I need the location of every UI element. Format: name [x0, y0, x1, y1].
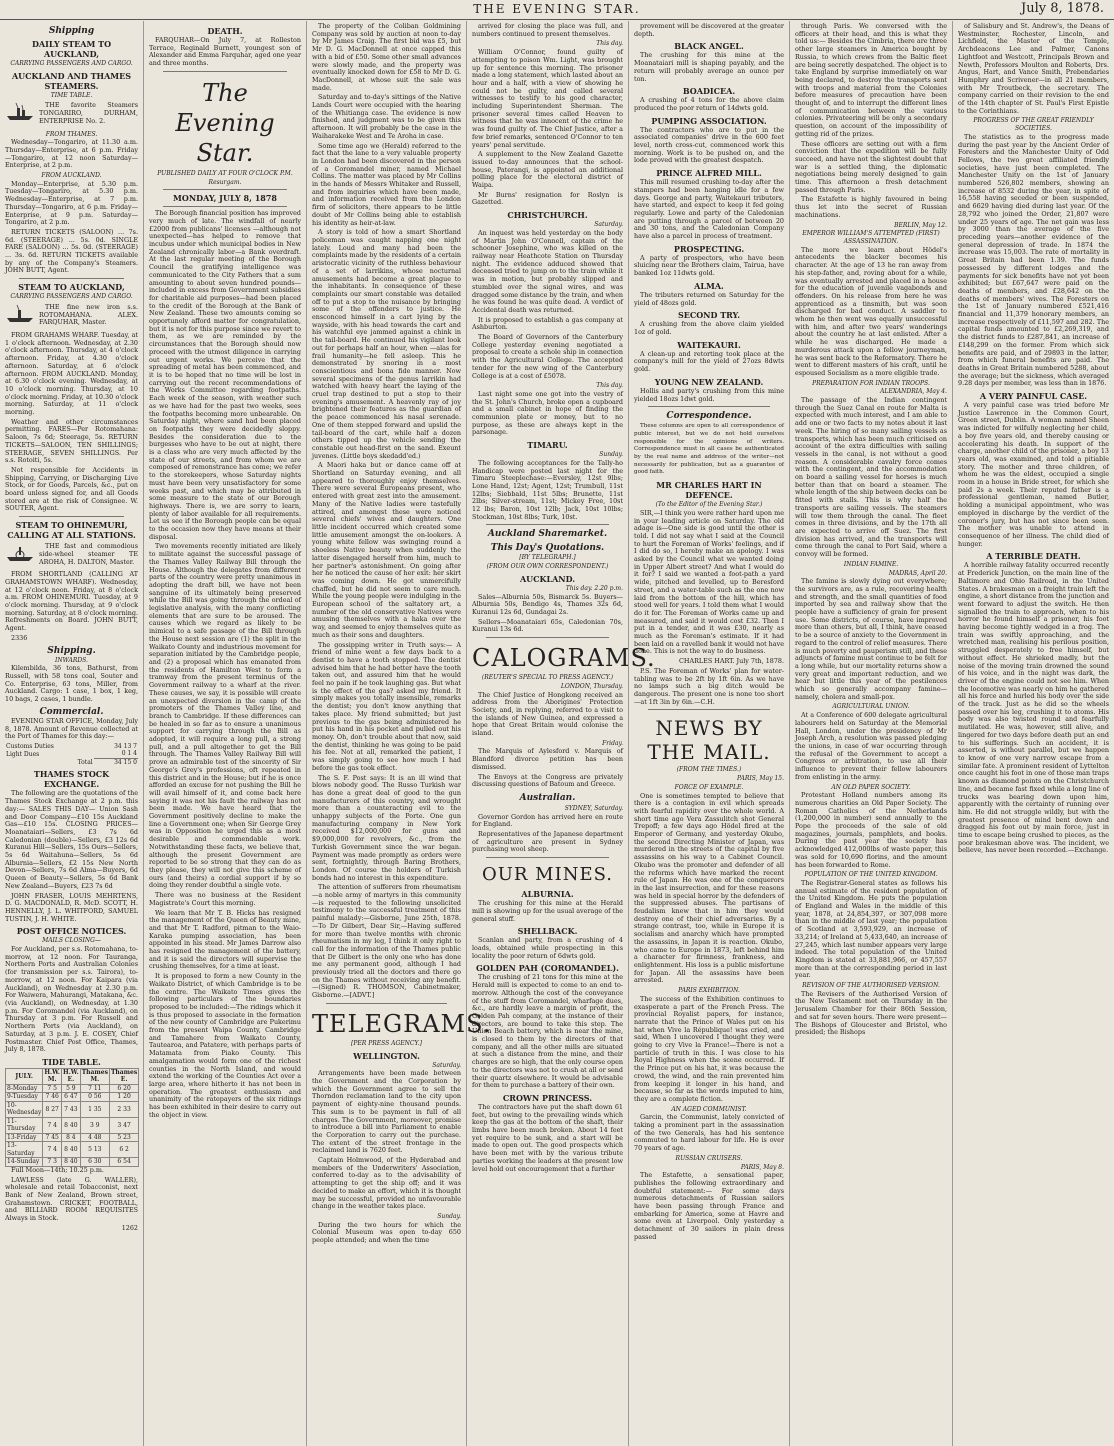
news-paragraph: Garcin, the Communist, lately convicted of taking a prominent part in the assassination of the two Generals, has had his sentence commuted to hard labour for life. He is over 70 years of age.	[634, 1113, 784, 1153]
news-paragraph: The passage of the Indian contingent through the Suez Canal en route for Malta is expected with much interest, and I am able to add one or two facts to my notes about it last week. The hiring of so many sailing vessels as transports, which has been much criticised on account of the extra difficulties with sailing vessels in the canal, is not without a good reason. A considerable cavalry force comes with the contingent, and the accommodation on board a sailing vessel for horses is much better than that on board a steamer. The whole length of the ship between decks can be fitted with stalls. This is why half the transports are sailing vessels. The steamers will tow them through the canal. The fleet comes in three divisions, and by the 17th all are expected to arrive off Suez. The first division has arrived, and the transports will come through the canal to Port Said, where a convoy will be formed.	[795, 396, 948, 559]
tide-cell: 1 20	[109, 1093, 138, 1102]
dateline: This day.	[596, 40, 623, 48]
revenue-label: Customs Duties	[6, 742, 54, 750]
tide-cell: 5 23	[109, 1133, 138, 1142]
timaru-heading: TIMARU.	[527, 440, 568, 451]
news-paragraph: The attention of sufferers from rheumatism—a noble army of martyrs in this community—is requested to the following unsolicited testimony to the successful treatment of this painful malady:—Gisborne, June 25th, 1878.—To Dr Gilbert, Dear Sir,—Having suffered for more than twelve months with chronic rheumatism in my leg, I think it only right to call for the information of the Thames public that Dr Gilbert is the only one who has done me any permanent good, although I had previously tried all the doctors and there go on the Thames without receiving any benefit.—(Signed) R. THOMSON, Cabinetmaker, Gisborne.—[ADVT.]	[312, 883, 461, 1000]
daily-steam-heading: DAILY STEAM TO AUCKLAND,	[31, 39, 112, 59]
tide-cell: 13-Friday	[6, 1133, 43, 1142]
tide-row	[6, 1133, 139, 1142]
post-office-heading: POST OFFICE NOTICES.	[16, 926, 127, 937]
dateline: This day.	[596, 382, 623, 390]
tide-cell: 3 47	[109, 1117, 138, 1133]
calograms-heading: CALOGRAMS.	[472, 644, 656, 673]
story-heading: A TERRIBLE DEATH.	[986, 551, 1081, 562]
letter-paragraph: SIR,—I think you were rather hard upon me in your leading article on Saturday. The old adage is—One side is good until the other is told. I did not say what I said at the Council to hurt the Foreman of Works' feelings, and if I did do so, I hereby make an apology. I was asked by the Council what we wanted doing in Upper Albert street? And what I would do it for? I said we wanted a foot-path a yard wide, pitched and levelled, up to Beresford street, and a water-table such as the one now laid from the bottom of the hill, which has stood well for years. I told them what I would do it for. The Foreman of Works came up and measured, and said it would cost £32. Then I put in a tender, and it was £30, nearly as much as the Foreman's estimate. If it had been laid on a ravelled bank it would not have done. This is not the way to do business.	[634, 508, 784, 656]
tide-cell: 11-Thursday	[6, 1117, 43, 1133]
correspondence-heading: Correspondence.	[666, 411, 752, 422]
tide-cell: 5 13	[80, 1142, 109, 1158]
tide-cell: 7 11	[80, 1084, 109, 1093]
story-subheading: FORCE OF EXAMPLE.	[674, 783, 744, 791]
cable-paragraph: Governor Gordon has arrived here en route for England.	[472, 812, 623, 829]
tide-cell: 4 48	[80, 1133, 109, 1142]
revenue-row	[5, 758, 138, 766]
shipping-note: Not responsible for Accidents in Shipping, Carrying, or Discharging Live Stock, or for Goods, Parcels, &c., put on board unless signed for, and all Goods stored are at the risk of Consignee. W. SOUTER, Agent.	[5, 465, 138, 513]
revenue-amount: 0 1 4	[121, 750, 137, 758]
quotations-heading: This Day's Quotations.	[490, 543, 605, 554]
telegram-paragraph: Mr Burns' resignation for Roslyn is Gazetted.	[472, 190, 623, 207]
motto: Resurgam.	[208, 178, 242, 186]
inwards-text: Kilembilda, 36 tons, Bathurst, from Russell, with 58 tons coal, Souter and Co. Enterprise, 63 tons, Miller, from Auckland. Cargo: 1 case, 1 box, 1 keg, 10 bags, 2 cases, 1 bundle.	[5, 664, 138, 704]
tide-cell: 7 46	[43, 1093, 62, 1102]
sharemarket-heading: Auckland Sharemarket.	[487, 529, 608, 540]
divider	[163, 206, 287, 207]
news-paragraph: of Salisbury and St. Andrew's, the Deans of Westminster, Rochester, Lincoln, and Lichfield, the Master of the Temple, Archdeacons Lee and Palmer, Canons Lightfoot and Westcott, Principals Brown and Newth, Professors Moulton and Roberts, Drs. Angus, Hart, and Vance Smith, Prebendaries Humphry and Scrivener—in all 21 members, with Mr Troutbeck, the secretary. The company carried on their revision to the end of the 14th chapter of St. Paul's First Epistle to the Corinthians.	[958, 22, 1109, 115]
leader-paragraph: We learn that Mr T. B. Hicks has resigned the management of the Queen of Beauty mine, and that Mr T. Radford, pitman to the Waio-Karaka pumping association, has been appointed in his stead. Mr James Darrow also has resigned the management of the battery, and it is said the directors will supervise the crushing themselves, for a time at least.	[149, 908, 301, 971]
story-subheading: INDIAN FAMINE.	[843, 560, 899, 568]
tide-header: Thames M.	[81, 1068, 108, 1084]
inwards-subheading: INWARDS.	[55, 656, 88, 664]
column-4	[466, 21, 656, 1446]
tide-cell: 6 2	[109, 1142, 138, 1158]
shipping-heading-2: Shipping.	[47, 645, 96, 656]
tide-table	[5, 1068, 139, 1167]
mine-heading: GOLDEN PAH (COROMANDEL).	[476, 963, 619, 974]
tide-cell: 8 27	[43, 1101, 62, 1117]
mine-paragraph: provement will be discovered at the greater depth.	[634, 22, 784, 38]
to-editor-line: (To the Editor of the Evening Star.)	[655, 501, 763, 509]
brokers: JOHN FRASER, LOUIS MEHRTENS, D. G. MACDONALD, R. McD. SCOTT, H. HENNELLY, J. L. WHITFORD, SAMUEL TUSTIN, J. H. WHITE.	[5, 891, 138, 923]
our-mines-heading: OUR MINES.	[481, 864, 614, 886]
letter-signature: CHARLES HART. July 7th, 1878.	[679, 657, 784, 666]
tide-header: JULY.	[6, 1068, 43, 1084]
wellington-heading: WELLINGTON.	[353, 1050, 420, 1061]
mine-paragraph: This mill resumed crushing to-day after the stampers had been hanging idle for a few days. George and party, Waitekauri tributers, have started, and expect to keep it fed going regularly. Lowe and party of the Caledonian are putting through a parcel of between 20 and 30 tons, and the Caledonian Company have also a parcel in process of treatment.	[634, 178, 784, 241]
tide-cell: 6 30	[80, 1158, 109, 1167]
mine-heading: WAITEKAURI.	[677, 339, 741, 350]
leader-paragraph: Two movements recently initiated are likely to militate against the successful passage of the Thames Valley Railway Bill through the House. Although the delegates from different parts of the country were pretty unanimous in adopting the draft bill, we have not been sanguine of its ultimately being preserved while the Bill was going through the ordeal of legislative analysis, with the many conflicting elements that are sure to be aroused. The causes which we regard as likely to be inimical to a safe passage of the Bill through the House next session are (1) the split in the Waikato County and industrious movement for separation initiated by the Cambridge people, and (2) a proposal which has emanated from the residents of Hamilton West to form a tramway from the present terminus of the Government railway to a wharf at the river. These causes, we say, it is possible will create an unexpected diversion in the camp of the promoters of the Thames Valley line, and branch to Cambridge. If these differences can be healed in so far as to ensure a unanimous support for carrying through the Bill as adopted, it will require a long pull, a strong pull, and a pull altogether to get the Bill through. The Thames Valley Railway Bill will prove an admirable test of the sincerity of Sir George's Grey's professions, oft repeated in this district and in the House; but if he is once afforded an excuse for not pushing the Bill he will avail himself of it, and come back here saying it was not his fault the railway has not been made. We have heard that the Government positively decline to make the line a Government one; when Sir George Grey was in Opposition he urged this as a most desirable and commendable work. Notwithstanding these facts, we believe that, although the present Government are reported to be so strong that they can do as they please, they will not give this scheme of ours (and theirs) a cordial support if by so doing they render doubtful a single vote.	[149, 542, 301, 890]
mails-closing-subheading: MAILS CLOSING—	[42, 937, 101, 945]
share-sales: Sales—Alburnia 50s, Bismarck 5s. Buyers—Alburnia 50s, Bendigo 4s, Thames 32s 6d, Kuranui 12s 6d, Gundagai 2s.	[472, 592, 623, 616]
steamship-icon	[5, 304, 35, 324]
tide-row	[6, 1117, 139, 1133]
tide-table-heading: TIDE TABLE.	[42, 1056, 101, 1067]
from-auckland-subheading: FROM AUCKLAND.	[41, 172, 102, 180]
divider	[163, 189, 287, 190]
story-subheading: POPULATION OF THE UNITED KINGDOM.	[804, 871, 938, 879]
mine-heading: PRINCE ALFRED MILL.	[656, 168, 762, 179]
steamer-ad	[5, 102, 138, 127]
leader-paragraph: The Borough financial position has improved very much of late. The windfall of nearly £2000 from publicans' licenses —although not unexpected—has helped to remove that incubus under which municipal bodies in New Zealand chronically labor—a Bank overdraft. At the last regular meeting of the Borough Council the gratifying intelligence was communicated to the City Fathers that a sum amounting to about seven hundred pounds—included in excess from Government subsidies for charitable aid purposes—had been placed to the credit of the Borough at the Bank of New Zealand. These two amounts coming so opportunely afford matter for congratulation, but it is not for this purpose since we revert to them, as we are reminded by the circumstances that the Borough should now proceed with the utmost diligence in carrying out urgent works. We perceive that the spreading of metal has been commenced, and it is to be hoped that no time will be lost in carrying out the recent recommendations of the Works Committee regarding footpaths. Each week of the season, with weather such as we have had for the past two weeks, sees the footpaths becoming more unbearable. On Saturday night, where sand had been placed on footpaths they were decidedly sloppy. Besides the consideration due to the burgesses who have to be out at night, there is a class who are very much affected by the state of our streets, and from whom we are composed of remonstrance has come; we refer to the storekeepers, whose Saturday nights must have been very unsatisfactory for some weeks past, and which may be attributed in some measure to the state of our Borough highways. There is, we are sorry to learn, plenty of labor available for all requirements. Let us see if the Borough people can be equal to the occasion now they have means at their disposal.	[149, 209, 301, 541]
telegram-paragraph: The following acceptances for the Tally-ho Handicap were posted last night for the Timaru Steeplechase:—Eversley, 12st 9lbs; Lone Hand, 12st; Agent, 12st; Trumbull, 11st 12lbs; Siebbald, 11st 5lbs; Brunette, 11st 2lbs; Silver-stream, 11st; Mickey Free, 10st 12 lbs; Baron, 10st 12lb; Jack, 10st 10lbs; Stockman, 10st 8lbs; Turk, 10st.	[472, 458, 623, 521]
mine-paragraph: The tributers returned on Saturday for the yield of 48ozs gold.	[634, 290, 784, 307]
telegram-paragraph: Arrangements have been made between the Government and the Corporation by which the Government agree to sell the Thorndon reclamation land to the city upon payment of eighty-nine thousand pounds. This sum is to be payment in full of all charges. The Government, moreover, promise to introduce a bill into Parliament to enable the Corporation to carry out the purchase. The extent of the street frontage in the reclaimed land is 7620 feet.	[312, 1069, 461, 1155]
tide-cell: 6 20	[109, 1084, 138, 1093]
carrying-subheading-2: CARRYING PASSENGERS AND CARGO.	[10, 293, 133, 301]
revenue-table	[5, 743, 138, 767]
paddle-steamer-icon	[5, 543, 35, 563]
tide-body	[6, 1084, 139, 1166]
paper-title: The Evening Star.	[175, 78, 275, 167]
tide-cell: 8-Monday	[6, 1084, 43, 1093]
story-subheading: PREPARATION FOR INDIAN TROOPS.	[812, 379, 930, 387]
tide-cell: 7 4	[43, 1117, 62, 1133]
cable-paragraph: The Marquis of Aylesford v. Marquis of Blandford divorce petition has been dismissed.	[472, 747, 623, 771]
telegram-paragraph: William O'Connor, found guilty of attempting to poison Wm. Light, was brought up for sentence this morning. The prisoner made a long statement, which lasted about an hour and a half, with a view of showing he could not be guilty, and called several witnesses to testify to his good character, including Superintendent Sherman. The prisoner several times called Heaven to witness that he was innocent of the crime he was found guilty of. The Chief Justice, after a few brief remarks, sentenced O'Connor to ten years' penal servitude.	[472, 48, 623, 149]
column-1	[0, 21, 143, 1446]
dateline: PARIS, May 8.	[740, 1163, 784, 1171]
mine-paragraph: The crushing for this mine at the Herald mill is showing up for the usual average of the general stuff.	[472, 899, 623, 923]
mine-paragraph: The crushing of 21 tons for this mine at the Herald mill is expected to come to an end to-morrow. Although the cost of the conveyance of the stuff from Coromandel, wharfage dues, &c., are hardly leave a margin of profit, the Golden Pah company, at the instance of their directors, are bound to take this step. The Union Beach battery, which is near the mine, is closed to them by the directors of that company, and all the other mills are situated at such a distance from the mine, and their charges are so high, that the only course open to the directors was not to crush at all or send their quartz elsewhere. It would be advisable for them to purchase a battery of their own.	[472, 973, 623, 1090]
divider	[648, 406, 770, 407]
ad-ref-1262: 1262	[121, 1223, 138, 1232]
tide-cell: 9-Tuesday	[6, 1093, 43, 1102]
aroha-times: FROM SHORTLAND (CALLING AT GRAHAMSTOWN WHARF). Wednesday, at 12 o'clock noon. Friday, at 8 o'clock a.m. FROM OHINEMURI. Tuesday, at 9 o'clock morning. Thursday, at 9 o'clock morning. Saturday, at 8 o'clock morning. Refreshments on Board. JOHN BUTT, Agent.	[5, 570, 138, 633]
masthead-title: THE EVENING STAR.	[473, 2, 641, 16]
auckland-times: Monday—Enterprise, at 5.30 p.m. Tuesday—Tongariro, at 5.30 p.m. Wednesday—Enterprise, at 7 p.m. Thursday—Tongariro, at 6 p.m. Friday—Enterprise, at 9 p.m. Saturday—Tongariro, at 2 p.m.	[5, 179, 138, 227]
news-paragraph: The statistics as to the progress made during the past year by the Ancient Order of Foresters and the Manchester Unity of Odd Fellows, the two great affiliated friendly societies, have just been completed. The Manchester Unity on the 1st of January numbered 526,802 members, showing an increase of 8532 during the year, in spite of 16,558 having seceded or been suspended, and 6629 having died during last year. Of the 28,792 who joined the Order, 21,807 were under 25 years of age. The net gain was less by 3000 than the average of the five preceding years—another evidence of the general depression of trade. In 1874 the increase was 15,003. The rate of mortality in Great Britain had been 1.39. The funds possessed by different lodges and the payments for sick benefits have not yet been exhibited; but £67,647 were paid on the deaths of members, and £28,642 on the deaths of members' wives. The Foresters on the 1st of January numbered £521,416 financial and 11,379 honorary members, an increase respectively of £11,597 and 282. The capital funds amounted to £2,269,319, and the district funds to £287,841, an increase of £148,299 on the former. From which sick benefits are paid, and of 29893 in the latter, from which funeral benefits are paid. The deaths in Great Britain numbered 5288, about the average; but the sickness, which averaged 9.28 days per member, was less than in 1876.	[958, 132, 1109, 388]
masthead-date: July 8, 1878.	[1021, 1, 1104, 16]
dateline: Friday.	[602, 739, 623, 747]
dateline: PARIS, May 15.	[737, 775, 784, 783]
telegram-paragraph: Captain Holmwood, of the Hyderabad and members of the Underwriters' Association, conferred to-day as to the advisability of attempting to get the ship off; and it was decided to make an effort, which it is thought may be successful, provided no unfavourable change in the weather takes place.	[312, 1156, 461, 1211]
tide-row	[6, 1142, 139, 1158]
story-subheading: REVISION OF THE AUTHORISED VERSION.	[802, 982, 940, 990]
death-heading: DEATH.	[207, 26, 243, 36]
tide-row	[6, 1093, 139, 1102]
news-paragraph: The Estafette is highly favoured in being thus let into the secret of Russian machinations.	[795, 195, 947, 219]
from-thames-subheading: FROM THAMES.	[45, 130, 98, 138]
news-paragraph: The gossipping writer in Truth says:— A friend of mine went a few days back to a dentist to have a tooth stopped. The dentist advised him that he had better have the tooth taken out, and assured him that he would feel no pain if he took laughing gas. But what is the effect of the gas? asked my friend. It simply makes you totally insensible, remarks the dentist; you don't know anything that takes place. My friend submitted; but just previous to the gas being administered he put his hand in his pocket and pulled out his money. Oh, don't trouble about that now, said the dentist, thinking he was going to be paid his fee. Not at all, remarked the patient, I was simply going to see how much I had before the gas took effect.	[312, 640, 461, 772]
ad-ref-2336: 2336	[11, 633, 28, 642]
tide-cell: 7 4	[43, 1142, 62, 1158]
divider	[19, 278, 124, 279]
published-line: PUBLISHED DAILY AT FOUR O'CLOCK P.M.	[157, 169, 293, 177]
from-times-line: (FROM THE TIMES.)	[676, 766, 742, 774]
ohinemuri-heading: STEAM TO OHINEMURI, CALLING AT ALL STATIONS.	[7, 520, 136, 541]
dateline: SYDNEY, Saturday.	[564, 804, 623, 812]
share-sellers: Sellers—Moanataiari 65s, Caledonian 70s, Kuranui 13s 6d.	[472, 617, 623, 634]
news-paragraph: The Registrar-General states as follows his annual estimate of the resident population of the United Kingdom. He puts the population of England and Wales in the middle of this year, 1878, at 24,854,397, or 307,098 more than in the middle of last year; the population of Scotland at 3,593,929, an increase of 33,214; of Ireland at 5,433,640, an increase of 27,245, which last number appears very large indeed. The total population of the United Kingdom is stated at 33,881,966, or 457,557 more than at the corresponding period in last year.	[795, 878, 947, 980]
divider	[486, 857, 609, 858]
leader-paragraph: There was no business at the Resident Magistrate's Court this morning.	[149, 891, 301, 907]
story-subheading: RUSSIAN CRUISERS.	[675, 1154, 743, 1162]
letter-paragraph: P.S. The Foreman of Works' plan for water-tabling was to be 2ft by 1ft 6in. As we have no lamps such a big ditch would be dangerous. The present one is none too short—at 1ft 3in by 6in.—C.H.	[634, 666, 784, 706]
telegram-paragraph: It is proposed to establish a gas company at Ashburton.	[472, 315, 623, 332]
telegram-paragraph: A supplement to the New Zealand Gazette issued to-day announces that the school-house, Paterangi, is appointed an additional polling place for the electoral district of Waipa.	[472, 150, 623, 190]
letter-heading: MR CHARLES HART IN DEFENCE.	[656, 480, 762, 501]
column-2	[143, 21, 306, 1446]
rotomahana-ad-text: THE fine new iron s.s. ROTOMAHANA. ALEX. FARQUHAR, Master.	[39, 302, 138, 327]
tide-header-row	[6, 1068, 139, 1084]
story-subheading: PROGRESS OF THE GREAT FRIENDLY SOCIETIES.	[973, 117, 1094, 133]
fares: Weather and other circumstances permitting. FARES—Per Rotomahana: Saloon, 7s 6d; Steerage, 5s. RETURN TICKETS—SALOON, TEN SHILLINGS; STEERAGE, SEVEN SHILLINGS. Per s.s. Rotoiti, 5s.	[5, 417, 138, 465]
news-paragraph: The success of the Exhibition continues to exasperate a part of the French Press. The provincial Royalist papers, for instance, narrate that the Prince of Wales put on his hat when Vive la République! was cried, and said, When I uncovered I thought they were going to cry Vive la France!—There is not a particle of truth in this. I was close to his Royal Highness when the scene occurred. If the Prince put on his hat, it was because the crowd, the wind, and the rain prevented him from keeping it longer in his hand, and because, so far as the words imputed to him, they are a complete fiction.	[634, 994, 784, 1103]
tide-cell: 7 45	[43, 1133, 62, 1142]
auckland-heading: AUCKLAND.	[519, 573, 576, 584]
dateline: Saturday.	[432, 1061, 461, 1069]
telegram-paragraph: During the two hours for which the Colonial Museum was open to-day 650 people attended; and when the time	[312, 1220, 461, 1245]
column-7	[952, 21, 1114, 1446]
lawless-ad: LAWLESS (late G. WALLER), wholesale and retail Tobacconist, next Bank of New Zealand, Brown street, Grahamstown. CRICKET, FOOTBALL, and BILLIARD ROOM REQUISITES Always in Stock.	[5, 1175, 138, 1223]
post-text: For Auckland, per s.s. Rotomahana, to-morrow, at 12 noon. For Tauranga, Northern Ports and Australian Colonies (for transmission per s.s. Tairora), to-morrow, at 12 noon. For Kaipara (via Auckland), on Wednesday at 2.30 p.m. For Waiwera, Mahurangi, Matakana, &c. (via Auckland), on Wednesday, at 1.30 p.m. For Coromandel (via Auckland), on Thursday at 3 p.m. For Russell and Northern Ports (via Auckland), on Saturday, at 3 p.m. J. E. COSEY, Chief Postmaster. Chief Post Office, Thames, July 8, 1878.	[5, 945, 138, 1054]
australian-heading: Australian.	[519, 792, 576, 803]
stock-exchange-heading: THAMES STOCK EXCHANGE.	[33, 769, 110, 790]
tide-header: H.W. E.	[63, 1068, 79, 1084]
news-paragraph: Some time ago we (Herald) referred to the fact that the lane to a very valuable property in London had been discovered in the person of a Coromandel miner, named Michael Collins. The matter was placed by Mr Collins in the hands of Messrs Whitaker and Russell, and from inquiries which have been made, and information received from the London firm of solicitors, there appears to be little doubt of Mr Collins being able to establish his identity as heir-at-law.	[312, 141, 461, 227]
tide-cell: 8 4	[62, 1133, 81, 1142]
tide-header: H.W. M.	[44, 1068, 61, 1084]
rotomahana-ad	[5, 304, 138, 329]
tide-cell: 1 35	[80, 1101, 109, 1117]
tide-cell: 7 3	[43, 1158, 62, 1167]
story-heading: A VERY PAINFUL CASE.	[979, 391, 1088, 402]
news-paragraph: The famine is slowly dying out everywhere; the survivors are, as a rule, recovering health and strength, and the small quantities of food imported by sea and railway show that the people have a sufficiency of grain for present use. Some districts, of course, have improved more than others, but all, I think, have ceased to be a source of anxiety to the Government in regard to the control of relief measures. There is much poverty and pauperism still, and these adjuncts of famine must continue to be felt for a long while, but our mortality returns show a very great and important reduction, and we hear but little this year of the pestilences which so generally accompany famine—namely, cholera and small-pox.	[795, 577, 947, 701]
divider	[486, 524, 609, 525]
full-moon: Full Moon—14th; 10.25 p.m.	[11, 1165, 104, 1174]
mine-heading: CROWN PRINCESS.	[502, 1092, 593, 1103]
aroha-ad-text: THE fast and commodious side-wheel steamer TE AROHA, H. DALTON, Master.	[39, 542, 138, 566]
mine-heading: YOUNG NEW ZEALAND.	[654, 376, 764, 387]
shipping-heading: Shipping	[48, 26, 95, 36]
telegram-paragraph: An inquest was held yesterday on the body of Martin John O'Connell, captain of the schooner Josephine, who was killed on the railway near Heathcote Station on Thursday night. The evidence adduced showed that deceased tried to jump on to the train while it was in motion, but probably slipped and stumbled over the signal wires, and was dragged some distance by the train, and when he was found he was quite dead. A verdict of Accidental death was returned.	[472, 228, 623, 314]
divider	[163, 71, 287, 72]
dateline: Sunday.	[437, 1212, 461, 1220]
story-subheading: AN AGED COMMUNIST.	[671, 1105, 747, 1113]
mine-heading: PROSPECTING.	[673, 243, 745, 254]
news-paragraph: The Estafette, a sensational paper, publishes the following extraordinary and doubtful statement:— For some days numerous detachments of Russian sailors have been passing through France and embarking for America, some at Havre and some even at Liverpool. Only yesterday a detachment of 30 sailors in plain dress passed	[634, 1171, 784, 1241]
tide-cell: 7 5	[43, 1084, 62, 1093]
stock-text: The following are the quotations of the Thames Stock Exchange at 2 p.m. this day:— SALES THIS DAY— Union Sash and Door Company—£10 15s Auckland Gas—£10 15s. CLOSING PRICES— Moanataiari—Sellers, £3 7s 6d Caledonian (double)—Sellers, £3 12s 6d Kuranui Hill—Sellers, 15s Ours—Sellers, 5s 6d Waitahuna—Sellers, 5s 6d Alburnia—Sellers, £2 15s New North Devon—Sellers, 7s 6d Alma—Buyers, 6d Queen of Beauty—Sellers, 5s 6d Bank New Zealand—Buyers, £23 7s 6d	[5, 789, 138, 890]
mine-paragraph: The crushing for this mine at the Moanataiari mill is shaping payably, and the return will probably average an ounce per ton.	[634, 51, 784, 83]
dateline: Sunday.	[599, 451, 623, 459]
thames-times: Wednesday—Tongariro, at 11.30 a.m. Thursday—Enterprise, at 6 p.m. Friday—Tongariro, at 12 noon Saturday—Enterprise, at 2 p.m.	[5, 138, 138, 170]
dateline: MADRAS, April 20.	[888, 569, 947, 577]
news-paragraph: At a Conference of 600 delegate agricultural labourers held on Saturday at the Memorial Hall, London, under the presidency of Mr Joseph Arch, a resolution was passed pledging the unions, in case of war occurring through the refusal of the Government to accept a Congress or arbitration, to use all their influence to prevent their fellow labourers from enlisting in the army.	[795, 711, 947, 781]
rotomahana-times: FROM GRAHAMS WHARF. Tuesday, at 1 o'clock afternoon. Wednesday, at 2.30 o'clock afternoon. Thursday, at 4 o'clock afternoon. Friday, at 4.30 o'clock afternoon. Saturday, at 6 o'clock afternoon. FROM AUCKLAND. Monday, at 6.30 o'clock evening. Wednesday, at 10 o'clock morning. Thursday, at 10 o'clock morning. Friday, at 10.30 o'clock morning. Saturday, at 11 o'clock morning.	[5, 330, 138, 417]
mine-heading: SHELLBACK.	[517, 926, 578, 937]
revenue-label: Total	[77, 758, 93, 766]
mine-heading: BOADICEA.	[682, 86, 736, 97]
mine-paragraph: A clean-up and retorting took place at the company's mill for the yield of 27ozs 8dwts gold.	[634, 349, 784, 374]
news-paragraph: These officers are setting out with a firm conviction that the expedition will be fully succeed, and have not the slightest doubt that war is a settled thing, the diplomatic negotiations being merely designed to gain time. This afternoon a fresh detachment passed through Paris.	[795, 139, 947, 194]
tide-cell: 2 33	[109, 1101, 138, 1117]
news-paragraph: The more we learn about Hödel's antecedents the blacker becomes his character. At the age of 13 he ran away from his step-father, and, roving about for a while, was eventually arrested and placed in a house for the education of juvenile vagabonds and offenders. On his release from here he was apprenticed as a tinsmith, but was soon discharged for bad conduct. A saddler to whom he then went was equally unsuccessful with him, and after two years' wanderings about the country he at last enlisted. After a while he was discharged. He made a murderous attack upon a fellow journeyman, he was sent back to the Reformatory. There he went to different masters of his craft, until he espoused Socialism as a more eligible trade.	[795, 245, 947, 377]
mine-heading: BLACK ANGEL.	[674, 41, 744, 52]
mine-paragraph: A crushing from the above claim yielded 1oz of gold.	[634, 320, 784, 336]
carrying-subheading: CARRYING PASSENGERS AND CARGO.	[10, 60, 133, 67]
story-subheading: AN OLD PAPER SOCIETY.	[831, 783, 911, 791]
telegram-paragraph: The Board of Governors of the Canterbury College yesterday evening negotiated a proposal to create a schole ship in connection with the Agricultural College. The accepted tender for the new wing of the Canterbury College is at a cost of £5078.	[472, 333, 623, 380]
leader-paragraph: It is proposed to form a new County in the Waikato District, of which Cambridge is to be the centre. The Waikato Times gives the following particulars of the boundaries proposed to be included:—The ridings which it is thus proposed to associate in the formation of the new county of Cambridge are Pukerimu from the present Waipa County, Cambridge and Tamahere from Waikato County, Tautearoa, and Patatere, with perhaps parts of Matamata from Piako County. This amalgamation would form one of the richest counties in the North Island, and would extend the working of the Counties Act over a large area, where hitherto it has not been in operation. The greatest enthusiasm and unanimity of the ratepayers of the six ridings has been exhibited in their desire to carry out the object in view.	[149, 972, 301, 1119]
death-notice: FARQUHAR—On July 7, at Rolleston Terrace, Reginald Burnett, youngest son of Alexander and Emma Farquhar, aged one year and three months.	[149, 36, 301, 68]
mine-paragraph: The contractors who are to put in the associated companies' drive in the 600 feet level, north cross-cut, commenced work this morning. Work is to be pushed on, and the lode proved with the greatest despatch.	[634, 125, 784, 165]
mine-heading: PUMPING ASSOCIATION.	[651, 115, 767, 126]
tide-cell: 13-Saturday	[6, 1142, 43, 1158]
column-3	[306, 21, 492, 1446]
telegrams-heading: TELEGRAMS.	[312, 1009, 492, 1038]
tide-cell: 10-Wednesday	[7, 1101, 42, 1117]
commercial-heading: Commercial.	[39, 706, 104, 717]
divider	[486, 637, 609, 638]
commercial-text: EVENING STAR OFFICE, Monday, July 8, 1878. Amount of Revenue collected at the Port of Thames for this day:—	[5, 716, 138, 741]
revenue-amount: 34 13 7	[114, 742, 137, 750]
news-by-mail-heading: NEWS BY THE MAIL.	[647, 716, 771, 765]
dateline: This day. 2.20 p.m.	[565, 584, 623, 592]
news-paragraph: A horrible railway fatality occurred recently at Frederick Junction, on the main line of the Baltimore and Ohio Railroad, in the United States. A brakesman on a freight train left the engine, a short distance from the junction and went forward to adjust the switch. He then signalled the train to approach, when to his horror he found himself a prisoner, his foot having become tightly wedged in a frog. The train was swiftly approaching, and the wretched man, realising his perilous position, struggled desperately to free himself, but without effect. He shrieked madly, but the noise of the moving train drowned the sound of his voice, and in the night was dark, the driver of the engine could not see him. When the locomotive was nearly on him he gathered all his force and hurled his body over the side of the track. Just as he did so the wheels passed over his leg, crushing it to atoms. His body was also twisted round and fearfully mutilated. He was, however, still alive, and lingered for two days before death put an end to his sufferings. Such an accident, it is asserted, is without parallel, but we happen to know of one very narrow escape from a similar fate. A prominent resident of Lyttelton once caught his foot in one of those man traps known as diamond points on the Christchurch line, and became fast fixed while a long line of trucks was bearing down upon him, apparently with the certainty of running over him. He did not struggle wildly, but with the greatest presence of mind bent down and dragged his foot out by main force, just in time to escape being crushed to pieces, as the poor brakesman above was. The incident, we believe, has never been recorded.—Exchange.	[958, 561, 1109, 855]
reuters-line: (REUTER'S SPECIAL TO PRESS AGENCY.)	[481, 674, 614, 682]
story-subheading: PARIS EXHIBITION.	[678, 987, 740, 995]
cable-paragraph: The Chief Justice of Hongkong received an address from the Aborigines' Protection Society, and, in replying, referred to a visit to the islands of New Guinea, and expressed a hope that Great Britain would colonise the island.	[472, 690, 623, 738]
dateline: BERLIN, May 12.	[894, 221, 947, 229]
tide-row	[6, 1101, 139, 1117]
revenue-label: Light Dues	[6, 750, 40, 758]
dateline: Saturday.	[594, 221, 623, 229]
telegram-paragraph: arrived for closing the place was full, and numbers continued to present themselves.	[472, 22, 623, 38]
mine-paragraph: A crushing of 4 tons for the above claim produced the poor return of 14dwts gold.	[634, 96, 784, 112]
mine-paragraph: Hollis and party's crushing from this mine yielded 18ozs 1dwt gold.	[634, 386, 784, 403]
date-line: MONDAY, JULY 8, 1878	[173, 193, 277, 204]
aroha-ad	[5, 543, 138, 568]
tide-cell: 8 40	[62, 1158, 81, 1167]
news-paragraph: Saturday and to-day's sittings of the Native Lands Court were occupied with the hearing of the Whitianga case. The evidence is now finished, and judgment was to be given this afternoon. It will probably be the case in the Waiharakeke West and Te Aroha in case.	[312, 93, 461, 140]
tide-cell: 5 9	[62, 1084, 81, 1093]
mine-heading: ALBURNIA.	[521, 889, 574, 900]
news-paragraph: The property of the Coliban Goldmining Company was sold by auction at noon to-day by Mr James Craig. The first bid was £5, but Mr D. G. MacDonnell at once capped this with a bid of £50. Some other small advances were slowly made, and the property was eventually knocked down for £58 to Mr D. G. MacDonnell, at whose suit the sale was made.	[312, 22, 461, 92]
divider	[326, 1003, 447, 1004]
tide-cell: 6 54	[109, 1158, 138, 1167]
cable-paragraph: The Envoys at the Congress are privately discussing questions of Batoum and Greece.	[472, 772, 623, 789]
news-paragraph: A story is told of how a smart Shortland policeman was caught napping one night lately. Loud and many had been the complaints made by the residents of a certain aristocratic vicinity of the ruthless behaviour of a set of larrikins, whose nocturnal amusements had become a great plague to the inhabitants. In consequence of these complaints our smart constable was detailed off to put a stop to the nuisance by bringing some of the offenders to justice. He ensconced himself in a cart lying by the wayside, with his head towards the cart and his watchful eye jammed against a chink in the tail-board. He continued his vigilant look out for perhaps half an hour, when —alas for frail humanity—he fell asleep. This he demonstrated by snoring in a most conscientious and bona fide manner. Now several specimens of the genus larrikin had watched with heavy heart the laying of the cruel trap destined to put a stop to their evening's amusement. A heavenly ray of joy brightened their features as the guardian of the peace commenced his nasal serenade. One of them stepped forward and upslid the tail-board of the cart, while half a dozen others tipped up the vehicle sending the constable out head-first on the sand. Exeunt juvenes. (Little boys skedadd'ed.)	[312, 228, 461, 460]
correspondent-line: (FROM OUR OWN CORRESPONDENT.)	[486, 563, 609, 571]
tide-cell: 6 47	[62, 1093, 81, 1102]
tide-row	[6, 1084, 139, 1093]
steamer-ad-text: THE favorite Steamers TONGARIRO, DURHAM, ENTERPRISE No. 2.	[39, 101, 138, 125]
column-6	[789, 21, 952, 1446]
dateline: ALEXANDRIA, May 4.	[880, 388, 947, 396]
newspaper-page	[0, 21, 1114, 1446]
tide-cell: 3 9	[80, 1117, 109, 1133]
mine-heading: SECOND TRY.	[677, 310, 741, 321]
mine-heading: ALMA.	[694, 280, 724, 291]
christchurch-heading: CHRISTCHURCH.	[507, 210, 588, 221]
revenue-row	[5, 743, 138, 751]
tide-cell: 8 40	[62, 1117, 81, 1133]
news-paragraph: A very painful case was tried before Mr Justice Lawrence in the Common Court, Green street, Dublin. A woman named Sheen was indicted for wilfully neglecting her child, a boy five years old, and thereby causing or accelerating his death. In support of the charge, another child of the prisoner, a boy 13 years old, was examined, and told a pitiable story. The mother and three children, of whom he was the eldest, occupied a single room in a house in Bride street, for which she paid 2s a week. Their reputed father is a professional gentleman, named Butler, holding a municipal appointment, who was employed in discharge by the verdict of the coroner's jury, but has not since been seen. The mother was unable to attend in consequence of her illness. The child died of hunger.	[958, 401, 1109, 548]
divider	[648, 709, 770, 710]
return-tickets: RETURN TICKETS (SALOON) ... 7s. 6d. (STEERAGE) ... 5s. 0d. SINGLE FARE (SALOON) ... 5s. 0d. (STEERAGE) ... 3s. 6d. RETURN TICKETS available by any of the Company's Steamers. JOHN BUTT, Agent.	[5, 227, 138, 275]
cable-paragraph: Representatives of the Japanese department of agriculture are present in Sydney purchasing wool sheep.	[472, 830, 623, 854]
column-5	[628, 21, 789, 1446]
tide-cell: 7 43	[62, 1101, 81, 1117]
steam-auckland-heading: STEAM TO AUCKLAND,	[18, 282, 125, 293]
steamship-icon	[5, 102, 35, 122]
tide-header: Thames E.	[110, 1068, 138, 1084]
correspondence-note: These columns are open to all correspondence of public interest, but we do not hold ourselves responsible for the opinions of writers. Correspondence must in all cases be authenticated by the real name and address of the writer—not necessarily for publication, but as a guarantee of good faith.	[634, 423, 784, 476]
mine-paragraph: The contractors have put the shaft down 61 feet, but owing to the prevailing winds which keep the gas at the bottom of the shaft, their limbs have been much broken. About 14 feet yet require to be sunk, and a start will be made to open out. The good prospects which have been met with by the various tribute parties working the leaders at the present low level hold out encouragement that a further	[472, 1102, 623, 1173]
mine-paragraph: A party of prospectors, who have been sluicing near the Brothers claim, Tairua, have banked 1oz 11dwts gold.	[634, 253, 784, 278]
masthead	[0, 0, 1114, 20]
tide-cell: 0 56	[80, 1093, 109, 1102]
divider	[19, 516, 124, 517]
news-paragraph: Protestant Holland numbers among its numerous charities an Old Paper Society. The Roman Catholics of the Netherlands (1,200,000 in number) send annually to the Pope the proceeds of the sale of old magazines, journals, pamphlets, and books. During the past year the society has acknowledged 412,000lbs of waste paper, this was sold for 10,690 florins, and the amount has been forwarded to Rome.	[795, 791, 947, 869]
revenue-row	[5, 750, 138, 758]
auckland-thames-heading: AUCKLAND AND THAMES STEAMERS.	[11, 70, 132, 91]
story-subheading: EMPEROR WILLIAM'S ATTEMPTED (FIRST) ASSASSINATION.	[802, 230, 940, 245]
news-paragraph: through Paris. We conversed with the officers at their head, and this is what they told us:— Besides the Cimbria, there are three other large steamers in America bought by Russia, to which crews from the Baltic fleet are being secretly despatched. The object is to take England by surprise immediately on war being declared, to destroy the transports sent with troops and material from the Colonies before measures of precaution have been thought of, and to interrupt the different lines of communication between the various colonies. Privateering will be only a secondary question, on account of the impossibility of getting rid of the prizes.	[795, 22, 947, 138]
by-telegraph-line: [BY TELEGRAPH.]	[519, 554, 576, 562]
telegram-paragraph: Last night some one got into the vestry of the St. John's Church, broke open a cupboard and a small cabinet in hope of finding the communion plate or money, but to no purpose, as these are always kept in the parsonage.	[472, 389, 623, 437]
news-paragraph: The S. F. Post says: It is an ill wind that blows nobody good. The Russo Turkish war has done a great deal of good to the gun manufacturers of this country, and wrought more than a counteracting evil to the unhappy subjects of the Porte. One gun manufacturing company in New York received $12,000,000 for guns and $9,000,000 for revolvers, &c., from the Turkish Government since the war began. Payment was made promptly as orders were sent, fortnightly, through Baring Brothers, London. Of course the holders of Turkish bonds had no interest in this expenditure.	[312, 773, 461, 882]
time-table-subheading: TIME TABLE.	[50, 91, 93, 99]
news-paragraph: The Revisers of the Authorised Version of the New Testament met on Thursday in the Jerusalem Chamber for their 86th Session, and sat for seven hours. There were present—The Bishops of Gloucester and Bristol, who presided; the Bishops	[795, 989, 947, 1037]
dateline: LONDON, Thursday.	[560, 682, 623, 690]
press-agency-line: [PER PRESS AGENCY.]	[351, 1039, 422, 1047]
tide-cell: 14-Sunday	[6, 1158, 43, 1167]
news-paragraph: One is sometimes tempted to believe that there is a contagion in evil which spreads with fearful rapidity over the whole world. A short time ago Vera Zassulitch shot General Trepoff; a few days ago Hödel fired at the Emperor of Germany, and yesterday Okubo, the second Directing Minister of Japan, was murdered in the streets of the capital by five assassins on his way to a Cabinet Council. Okubo was the promoter and defender of all the reforms which have marked the recent rule of Japan. He was one of the conquerors in the last insurrection, and for these reasons was held in special horror by the defenders of the suppressed abuses. The partisans of feudalism knew that in him they would destroy one of their chief adversaries. By a strange contrast, too, while in Europe it is socialism and anarchy which have prompted the assassins, in Japan it is reaction. Okubo, who came to Europe in 1873, left behind him a character for firmness, frankness, and enlightenment. His loss is a public misfortune for Japan. All the assassins have been arrested.	[634, 791, 784, 985]
mine-paragraph: Scanlan and party, from a crushing of 4 loads, obtained while prospecting in this locality the poor return of 6dwts gold.	[472, 936, 623, 960]
revenue-amount: 34 15 0	[94, 758, 138, 766]
tide-cell: 8 40	[62, 1142, 81, 1158]
news-paragraph: A Maori haka but or dance came off at Shortland on Saturday evening, and all appeared to thoroughly enjoy themselves. There were several Europeans present, who entered with great zest into the amusement. Many of the Native ladies were tastefully attired, and amongst these were noticed several chiefs' wives and daughters. One little incident occurred which created some little amusement amongst the on-lookers. A young white fellow was swinging round a shoeless Native beauty when suddenly the latter disengaged herself from him, much to her partner's astonishment. On going after her he noticed the cause of her exit: her skirt was coming down. He got unmercifully chaffed, but he did not seem to care much. While the young people were indulging in the European school of the saltatory art, a number of the old conservative Natives were amusing themselves with a haka over the way, and seemed to enjoy themselves quite as much as their sons and daughters.	[312, 461, 461, 639]
story-subheading: AGRICULTURAL UNION.	[832, 703, 910, 711]
